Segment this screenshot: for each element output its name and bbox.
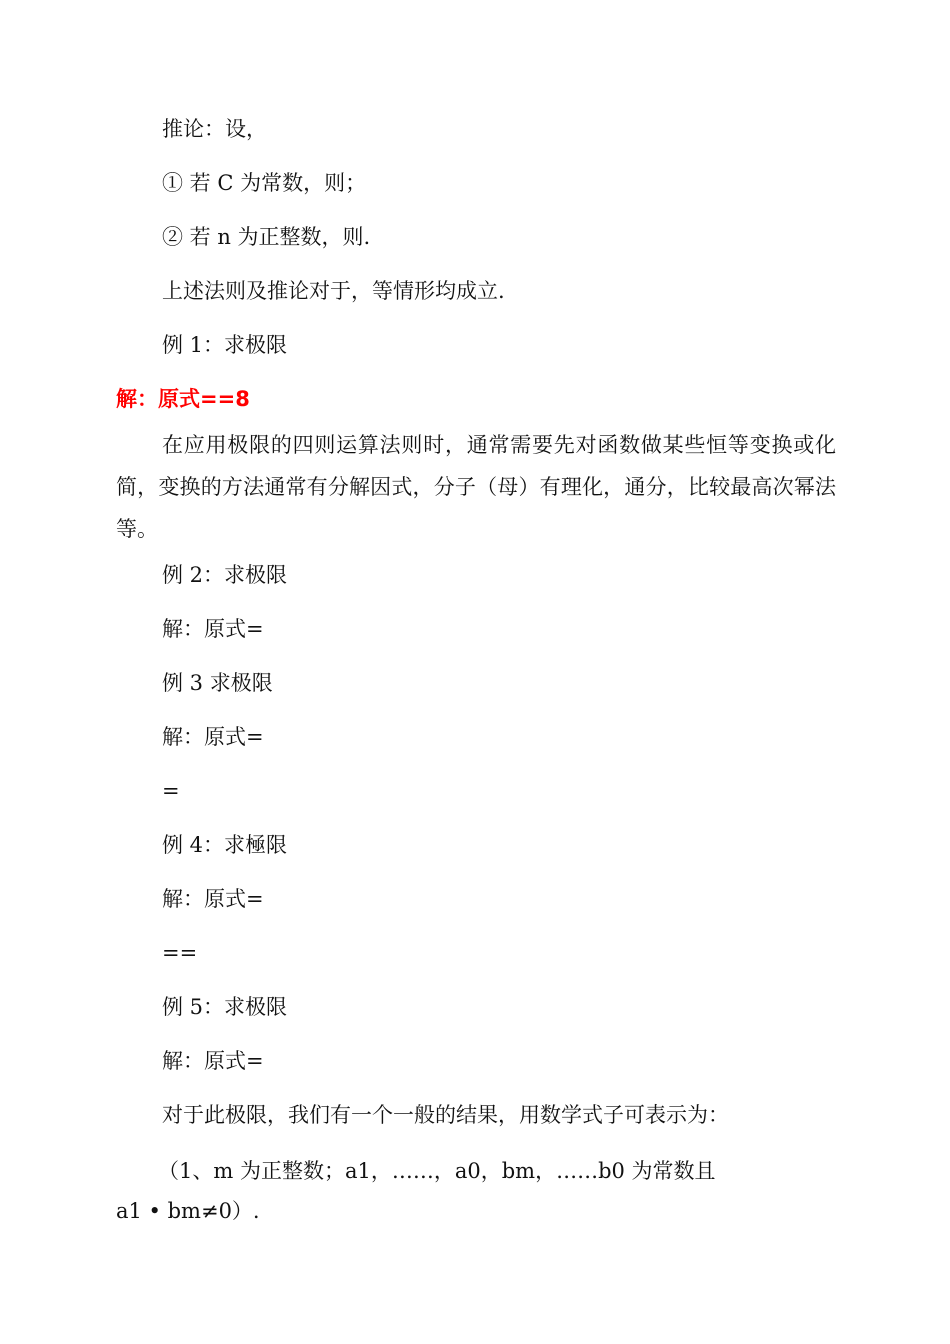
corollary-heading: 推论：设， — [162, 117, 267, 141]
example-1-title: 例 1：求极限 — [162, 333, 288, 357]
example-5-solution: 解：原式= — [162, 1049, 264, 1073]
corollary-item-1: ① 若 C 为常数，则； — [162, 171, 367, 195]
example-4-solution: 解：原式= — [162, 887, 264, 911]
example-1-solution: 解：原式==8 — [116, 387, 250, 411]
example-3-solution: 解：原式= — [162, 725, 264, 749]
method-paragraph: 在应用极限的四则运算法则时，通常需要先对函数做某些恒等变换或化简，变换的方法通常有分解因式，分子（母）有理化，通分，比较最高次幂法等。 — [116, 433, 836, 541]
rule-statement: 上述法则及推论对于，等情形均成立. — [162, 279, 505, 303]
general-result-intro: 对于此极限，我们有一个一般的结果，用数学式子可表示为： — [162, 1103, 729, 1127]
example-2-solution: 解：原式= — [162, 617, 264, 641]
general-result-condition: （1、m 为正整数；a1，……，a0，bm，……b0 为常数且 — [158, 1159, 716, 1183]
example-4-continuation: == — [162, 941, 198, 965]
general-result-condition-end: a1 • bm≠0）. — [116, 1199, 260, 1223]
example-3-continuation: = — [162, 779, 180, 803]
example-3-title: 例 3 求极限 — [162, 671, 273, 695]
corollary-item-2: ② 若 n 为正整数，则. — [162, 225, 371, 249]
example-5-title: 例 5：求极限 — [162, 995, 288, 1019]
example-4-title: 例 4：求極限 — [162, 833, 288, 857]
example-2-title: 例 2：求极限 — [162, 563, 288, 587]
